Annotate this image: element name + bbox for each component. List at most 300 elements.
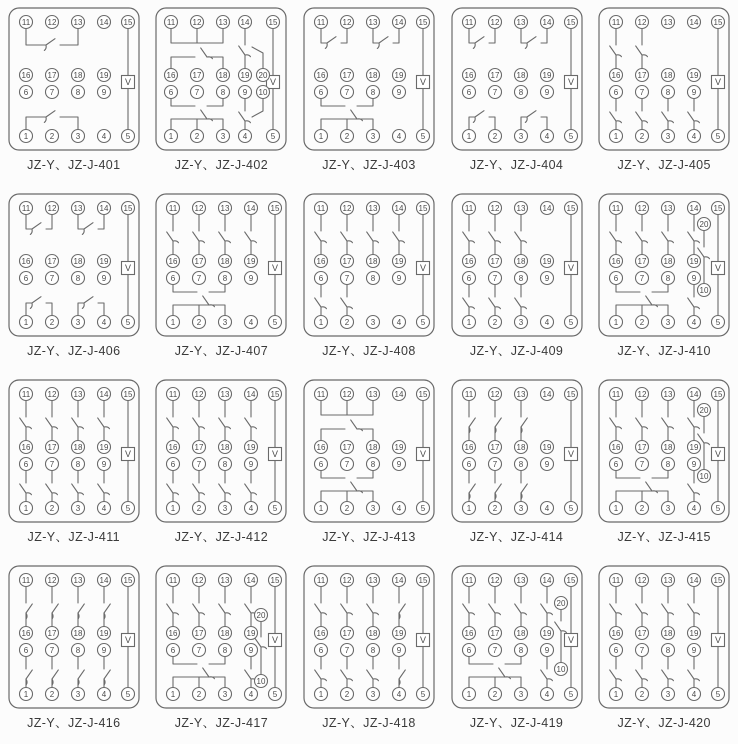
- svg-text:14: 14: [542, 390, 552, 399]
- diagram-cell-403: [295, 0, 443, 186]
- terminal-11: [167, 574, 180, 587]
- wire: [26, 303, 32, 316]
- svg-text:4: 4: [249, 690, 254, 699]
- diagram-cell-412: [148, 372, 296, 558]
- svg-text:3: 3: [518, 132, 523, 141]
- svg-text:11: 11: [464, 204, 473, 213]
- wire: [616, 471, 640, 479]
- svg-text:6: 6: [318, 646, 324, 655]
- diagram-cell-419: [443, 558, 591, 744]
- svg-text:15: 15: [566, 390, 576, 399]
- svg-text:1: 1: [171, 504, 176, 513]
- terminal-13: [366, 388, 379, 401]
- terminal-12: [45, 202, 58, 215]
- svg-text:7: 7: [344, 460, 350, 469]
- svg-text:8: 8: [221, 88, 226, 97]
- svg-text:18: 18: [218, 71, 228, 80]
- svg-text:6: 6: [613, 274, 619, 283]
- terminal-17: [45, 69, 58, 82]
- terminal-9: [97, 272, 110, 285]
- svg-text:8: 8: [370, 646, 376, 655]
- relay-wiring-svg-409: [449, 191, 585, 339]
- terminal-5: [416, 130, 429, 143]
- svg-text:12: 12: [637, 204, 647, 213]
- wire: [616, 285, 640, 293]
- svg-text:3: 3: [370, 132, 376, 141]
- svg-text:6: 6: [23, 88, 29, 97]
- svg-text:14: 14: [99, 576, 109, 585]
- coil-v-box: [564, 634, 577, 647]
- terminal-15: [269, 574, 282, 587]
- wire: [521, 29, 527, 44]
- terminal-2: [636, 130, 649, 143]
- svg-text:8: 8: [665, 274, 671, 283]
- terminal-1: [462, 502, 475, 515]
- terminal-13: [71, 16, 84, 29]
- terminal-18: [514, 627, 527, 640]
- terminal-8: [514, 644, 527, 657]
- svg-text:5: 5: [568, 318, 573, 327]
- svg-text:7: 7: [639, 646, 645, 655]
- svg-text:18: 18: [516, 71, 526, 80]
- svg-text:5: 5: [125, 504, 131, 513]
- svg-text:V: V: [567, 449, 574, 459]
- svg-text:12: 12: [47, 204, 57, 213]
- terminal-4: [688, 316, 701, 329]
- terminal-19: [392, 69, 405, 82]
- svg-text:7: 7: [344, 274, 350, 283]
- terminal-8: [662, 458, 675, 471]
- svg-text:8: 8: [518, 646, 523, 655]
- terminal-3: [217, 130, 230, 143]
- svg-text:7: 7: [344, 88, 350, 97]
- wire: [505, 657, 521, 665]
- terminal-14: [540, 202, 553, 215]
- wire: [209, 657, 225, 665]
- svg-text:16: 16: [21, 443, 31, 452]
- svg-text:V: V: [272, 449, 279, 459]
- diagram-caption: JZ-Y、JZ-J-407: [174, 344, 269, 358]
- contact-blade: [351, 480, 363, 495]
- terminal-7: [488, 458, 501, 471]
- terminal-14: [392, 388, 405, 401]
- terminal-9: [239, 86, 252, 99]
- svg-text:12: 12: [637, 390, 647, 399]
- terminal-14: [392, 574, 405, 587]
- terminal-15: [416, 16, 429, 29]
- terminal-15: [712, 202, 725, 215]
- svg-text:17: 17: [637, 257, 647, 266]
- terminal-11: [314, 202, 327, 215]
- svg-text:V: V: [715, 449, 722, 459]
- terminal-4: [540, 502, 553, 515]
- coil-v-box: [416, 634, 429, 647]
- terminal-2: [193, 688, 206, 701]
- terminal-3: [514, 316, 527, 329]
- terminal-6: [462, 458, 475, 471]
- svg-text:4: 4: [243, 132, 248, 141]
- svg-text:19: 19: [99, 257, 109, 266]
- contact-blade: [646, 480, 658, 495]
- terminal-9: [392, 458, 405, 471]
- svg-text:7: 7: [49, 274, 55, 283]
- svg-text:6: 6: [23, 460, 29, 469]
- terminal-7: [488, 86, 501, 99]
- svg-text:17: 17: [342, 443, 352, 452]
- svg-text:19: 19: [99, 629, 109, 638]
- terminal-6: [167, 458, 180, 471]
- wire: [46, 303, 52, 316]
- svg-text:V: V: [124, 635, 131, 645]
- svg-text:12: 12: [342, 204, 352, 213]
- terminal-7: [488, 272, 501, 285]
- terminal-4: [688, 502, 701, 515]
- svg-text:12: 12: [490, 576, 500, 585]
- svg-text:2: 2: [49, 690, 55, 699]
- terminal-13: [366, 202, 379, 215]
- svg-text:13: 13: [220, 204, 230, 213]
- diagram-caption: JZ-Y、JZ-J-414: [469, 530, 564, 544]
- svg-text:19: 19: [246, 257, 256, 266]
- terminal-1: [167, 316, 180, 329]
- terminal-15: [564, 388, 577, 401]
- terminal-12: [488, 574, 501, 587]
- svg-text:19: 19: [689, 71, 699, 80]
- terminal-12: [340, 202, 353, 215]
- svg-text:2: 2: [344, 132, 350, 141]
- svg-text:14: 14: [394, 204, 404, 213]
- terminal-9: [245, 458, 258, 471]
- terminal-5: [121, 316, 134, 329]
- svg-text:3: 3: [518, 318, 523, 327]
- terminal-19: [688, 255, 701, 268]
- terminal-12: [488, 202, 501, 215]
- wire: [357, 471, 373, 479]
- svg-text:5: 5: [271, 132, 276, 141]
- svg-text:15: 15: [270, 576, 280, 585]
- svg-text:18: 18: [368, 443, 378, 452]
- terminal-12: [340, 16, 353, 29]
- diagram-caption: JZ-Y、JZ-J-412: [174, 530, 269, 544]
- terminal-3: [366, 502, 379, 515]
- svg-text:13: 13: [73, 204, 83, 213]
- terminal-2: [45, 316, 58, 329]
- svg-text:16: 16: [611, 71, 621, 80]
- terminal-10: [257, 86, 270, 99]
- diagram-cell-414: [443, 372, 591, 558]
- terminal-3: [219, 316, 232, 329]
- svg-text:4: 4: [101, 132, 107, 141]
- svg-text:17: 17: [47, 257, 57, 266]
- svg-text:2: 2: [195, 132, 200, 141]
- terminal-19: [392, 441, 405, 454]
- terminal-5: [121, 502, 134, 515]
- terminal-17: [193, 627, 206, 640]
- svg-text:9: 9: [101, 646, 107, 655]
- svg-text:15: 15: [270, 204, 280, 213]
- wire: [60, 29, 78, 46]
- svg-text:V: V: [715, 635, 722, 645]
- svg-text:18: 18: [663, 629, 673, 638]
- svg-text:7: 7: [197, 460, 202, 469]
- terminal-8: [662, 86, 675, 99]
- wire: [209, 285, 225, 293]
- terminal-12: [340, 574, 353, 587]
- terminal-19: [239, 69, 252, 82]
- contact-blade: [396, 604, 408, 619]
- wire: [521, 117, 527, 130]
- terminal-12: [45, 574, 58, 587]
- terminal-6: [19, 458, 32, 471]
- terminal-19: [688, 627, 701, 640]
- coil-v-box: [564, 448, 577, 461]
- terminal-19: [245, 627, 258, 640]
- svg-text:6: 6: [613, 88, 619, 97]
- terminal-3: [219, 502, 232, 515]
- terminal-2: [193, 316, 206, 329]
- terminal-12: [45, 388, 58, 401]
- wire: [78, 215, 84, 230]
- svg-text:3: 3: [221, 132, 226, 141]
- svg-text:1: 1: [23, 132, 29, 141]
- terminal-18: [366, 255, 379, 268]
- svg-text:V: V: [567, 263, 574, 273]
- terminal-14: [97, 574, 110, 587]
- svg-text:15: 15: [713, 390, 723, 399]
- terminal-7: [636, 644, 649, 657]
- terminal-8: [71, 644, 84, 657]
- svg-text:14: 14: [240, 18, 250, 27]
- terminal-7: [340, 644, 353, 657]
- svg-text:V: V: [715, 77, 722, 87]
- terminal-16: [314, 627, 327, 640]
- terminal-4: [239, 130, 252, 143]
- svg-text:16: 16: [316, 443, 326, 452]
- terminal-5: [121, 130, 134, 143]
- svg-text:13: 13: [516, 18, 526, 27]
- terminal-18: [662, 627, 675, 640]
- terminal-11: [610, 574, 623, 587]
- terminal-13: [514, 16, 527, 29]
- wire: [469, 657, 493, 665]
- contact-blade: [201, 46, 213, 61]
- svg-text:17: 17: [490, 443, 500, 452]
- svg-text:17: 17: [192, 71, 202, 80]
- svg-text:3: 3: [370, 318, 376, 327]
- relay-wiring-svg-416: [6, 563, 142, 711]
- wire: [321, 29, 327, 44]
- svg-text:9: 9: [544, 88, 549, 97]
- svg-text:20: 20: [556, 599, 566, 608]
- terminal-7: [45, 272, 58, 285]
- svg-text:V: V: [419, 77, 426, 87]
- svg-text:13: 13: [368, 576, 378, 585]
- terminal-1: [19, 316, 32, 329]
- terminal-13: [514, 574, 527, 587]
- terminal-4: [392, 688, 405, 701]
- terminal-6: [314, 86, 327, 99]
- terminal-6: [19, 272, 32, 285]
- svg-text:16: 16: [464, 257, 474, 266]
- terminal-7: [193, 644, 206, 657]
- terminal-18: [219, 627, 232, 640]
- terminal-19: [97, 255, 110, 268]
- terminal-9: [540, 458, 553, 471]
- terminal-20: [257, 69, 270, 82]
- terminal-4: [392, 316, 405, 329]
- terminal-17: [636, 69, 649, 82]
- svg-text:V: V: [124, 263, 131, 273]
- terminal-15: [121, 16, 134, 29]
- svg-text:12: 12: [192, 18, 202, 27]
- terminal-9: [245, 644, 258, 657]
- svg-text:2: 2: [639, 504, 645, 513]
- terminal-19: [540, 69, 553, 82]
- svg-text:19: 19: [689, 629, 699, 638]
- relay-wiring-svg-414: [449, 377, 585, 525]
- terminal-14: [97, 388, 110, 401]
- svg-text:13: 13: [368, 204, 378, 213]
- svg-text:8: 8: [665, 646, 671, 655]
- svg-text:9: 9: [101, 460, 107, 469]
- svg-text:4: 4: [396, 690, 402, 699]
- terminal-7: [45, 644, 58, 657]
- terminal-7: [193, 458, 206, 471]
- svg-text:3: 3: [223, 504, 228, 513]
- terminal-17: [488, 69, 501, 82]
- terminal-9: [540, 644, 553, 657]
- terminal-6: [167, 272, 180, 285]
- svg-text:13: 13: [73, 576, 83, 585]
- svg-text:5: 5: [420, 690, 426, 699]
- svg-text:13: 13: [663, 576, 673, 585]
- svg-text:7: 7: [195, 88, 200, 97]
- terminal-16: [462, 441, 475, 454]
- coil-v-box: [269, 634, 282, 647]
- svg-text:18: 18: [73, 443, 83, 452]
- terminal-4: [97, 130, 110, 143]
- contact-blade: [75, 670, 87, 685]
- svg-text:17: 17: [637, 629, 647, 638]
- svg-text:7: 7: [197, 646, 202, 655]
- svg-text:16: 16: [611, 257, 621, 266]
- svg-text:4: 4: [691, 318, 697, 327]
- terminal-16: [167, 255, 180, 268]
- coil-v-box: [121, 76, 134, 89]
- terminal-12: [340, 388, 353, 401]
- svg-text:16: 16: [168, 257, 178, 266]
- svg-text:5: 5: [420, 504, 426, 513]
- relay-wiring-svg-413: [301, 377, 437, 525]
- terminal-16: [314, 255, 327, 268]
- terminal-9: [97, 86, 110, 99]
- relay-wiring-svg-412: [153, 377, 289, 525]
- diagram-caption: JZ-Y、JZ-J-417: [174, 716, 269, 730]
- terminal-20: [698, 404, 711, 417]
- terminal-18: [514, 69, 527, 82]
- svg-text:11: 11: [316, 576, 326, 585]
- svg-text:19: 19: [394, 257, 404, 266]
- terminal-19: [245, 441, 258, 454]
- svg-text:17: 17: [47, 629, 57, 638]
- svg-text:4: 4: [396, 504, 402, 513]
- terminal-10: [698, 470, 711, 483]
- svg-text:2: 2: [344, 690, 350, 699]
- svg-text:13: 13: [516, 204, 526, 213]
- terminal-12: [636, 388, 649, 401]
- terminal-14: [245, 388, 258, 401]
- svg-text:14: 14: [246, 576, 256, 585]
- contact-blade: [518, 418, 530, 433]
- svg-text:3: 3: [665, 132, 671, 141]
- svg-text:5: 5: [273, 690, 278, 699]
- contact-blade: [101, 604, 113, 619]
- terminal-19: [540, 255, 553, 268]
- terminal-16: [462, 627, 475, 640]
- terminal-3: [219, 688, 232, 701]
- contact-blade: [101, 670, 113, 685]
- svg-text:6: 6: [171, 274, 176, 283]
- terminal-7: [45, 86, 58, 99]
- wire: [321, 471, 345, 479]
- terminal-2: [488, 130, 501, 143]
- coil-v-box: [121, 448, 134, 461]
- svg-text:5: 5: [568, 132, 573, 141]
- svg-text:11: 11: [21, 18, 30, 27]
- terminal-5: [267, 130, 280, 143]
- wire: [541, 29, 547, 44]
- svg-text:6: 6: [466, 460, 471, 469]
- terminal-3: [71, 502, 84, 515]
- svg-text:15: 15: [123, 390, 133, 399]
- svg-text:17: 17: [342, 257, 352, 266]
- svg-text:7: 7: [49, 88, 55, 97]
- svg-text:11: 11: [612, 18, 621, 27]
- diagram-caption: JZ-Y、JZ-J-402: [174, 158, 269, 172]
- terminal-1: [610, 502, 623, 515]
- svg-text:9: 9: [544, 646, 549, 655]
- terminal-20: [698, 218, 711, 231]
- svg-text:17: 17: [490, 71, 500, 80]
- svg-text:15: 15: [566, 204, 576, 213]
- terminal-17: [193, 441, 206, 454]
- svg-text:11: 11: [169, 576, 178, 585]
- terminal-12: [636, 574, 649, 587]
- svg-text:15: 15: [418, 204, 428, 213]
- diagram-cell-406: [0, 186, 148, 372]
- svg-text:9: 9: [691, 646, 697, 655]
- wire: [321, 99, 345, 107]
- contact-blade: [518, 484, 530, 499]
- svg-text:18: 18: [368, 629, 378, 638]
- relay-wiring-svg-407: [153, 191, 289, 339]
- terminal-17: [340, 255, 353, 268]
- svg-text:18: 18: [663, 257, 673, 266]
- contact-blade: [492, 484, 504, 499]
- svg-text:11: 11: [316, 204, 326, 213]
- wire: [489, 29, 495, 44]
- terminal-5: [269, 502, 282, 515]
- terminal-19: [688, 69, 701, 82]
- terminal-18: [219, 441, 232, 454]
- svg-text:8: 8: [75, 274, 81, 283]
- terminal-8: [219, 458, 232, 471]
- svg-text:17: 17: [342, 629, 352, 638]
- terminal-19: [392, 255, 405, 268]
- terminal-11: [19, 574, 32, 587]
- terminal-4: [97, 688, 110, 701]
- terminal-17: [340, 69, 353, 82]
